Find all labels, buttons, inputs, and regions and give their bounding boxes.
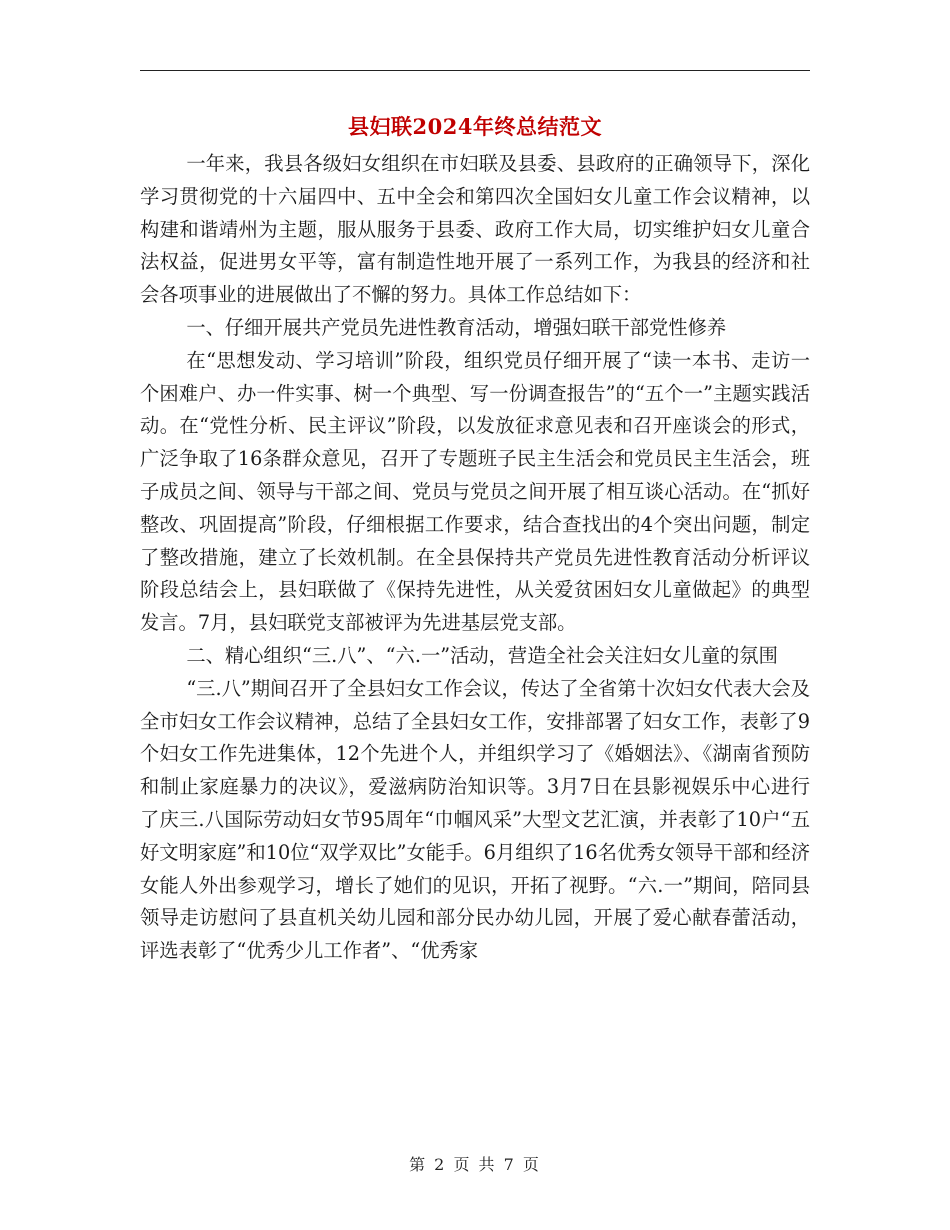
header-rule (140, 70, 810, 71)
intro-paragraph: 一年来，我县各级妇女组织在市妇联及县委、县政府的正确领导下，深化学习贯彻党的十六届四中、五中全会和第四次全国妇女儿童工作会议精神，以构建和谐靖州为主题，服从服务于县委、政府工作大局，切实维护妇女儿童合法权益，促进男女平等，富有制造性地开展了一系列工作，为我县的经济和社会各项事业的进展做出了不懈的努力。具体工作总结如下： (140, 152, 810, 307)
document-title: 县妇联2024年终总结范文 (348, 114, 602, 139)
section-heading-2: 二、精心组织“三.八”、“六.一”活动，营造全社会关注妇女儿童的氛围 (186, 643, 778, 667)
section-heading-1: 一、仔细开展共产党员先进性教育活动，增强妇联干部党性修养 (186, 315, 727, 339)
page-number: 第 2 页 共 7 页 (409, 1155, 541, 1174)
section-1-paragraph: 在“思想发动、学习培训”阶段，组织党员仔细开展了“读一本书、走访一个困难户、办一件实事、树一个典型、写一份调查报告”的“五个一”主题实践活动。在“党性分析、民主评议”阶段，以发放征求意见表和召开座谈会的形式，广泛争取了16条群众意见，召开了专题班子民主生活会和党员民主生活会，班子成员之间、领导与干部之间、党员与党员之间开展了相互谈心活动。在“抓好整改、巩固提高”阶段，仔细根据工作要求，结合查找出的4个突出问题，制定了整改措施，建立了长效机制。在全县保持共产党员先进性教育活动分析评议阶段总结会上，县妇联做了《保持先进性，从关爱贫困妇女儿童做起》的典型发言。7月，县妇联党支部被评为先进基层党支部。 (140, 348, 810, 635)
section-2-paragraph: “三.八”期间召开了全县妇女工作会议，传达了全省第十次妇女代表大会及全市妇女工作会议精神，总结了全县妇女工作，安排部署了妇女工作，表彰了9个妇女工作先进集体，12个先进个人，并组织学习了《婚姻法》、《湖南省预防和制止家庭暴力的决议》，爱滋病防治知识等。3月7日在县影视娱乐中心进行了庆三.八国际劳动妇女节95周年“巾帼风采”大型文艺汇演，并表彰了10户“五好文明家庭”和10位“双学双比”女能手。6月组织了16名优秀女领导干部和经济女能人外出参观学习，增长了她们的见识，开拓了视野。“六.一”期间，陪同县领导走访慰问了县直机关幼儿园和部分民办幼儿园，开展了爱心献春蕾活动，评选表彰了“优秀少儿工作者”、“优秀家 (140, 676, 810, 963)
document-body (140, 148, 810, 968)
